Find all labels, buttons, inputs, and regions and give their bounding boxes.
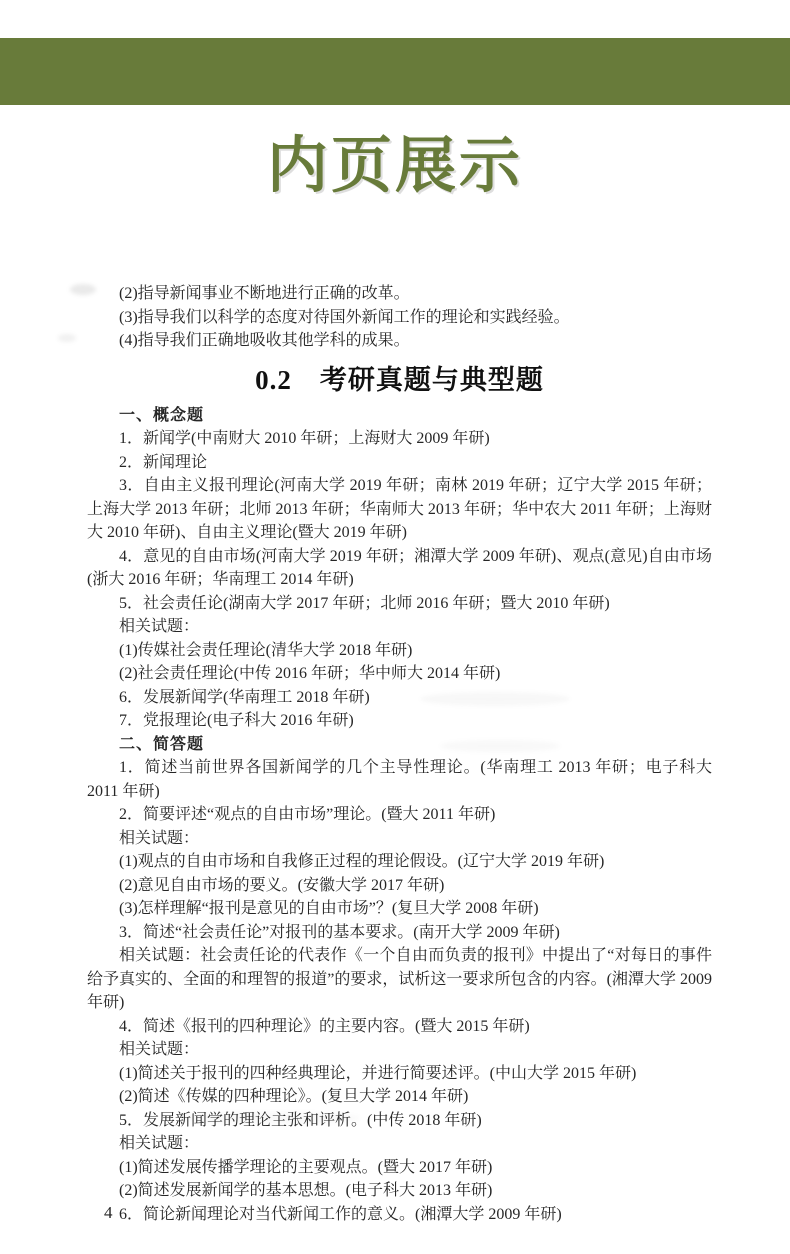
page-body-text bbox=[87, 282, 712, 1226]
paragraph-line: 6．简论新闻理论对当代新闻工作的意义。(湘潭大学 2009 年研) bbox=[119, 1205, 562, 1223]
section-heading: 0.2 考研真题与典型题 bbox=[255, 364, 544, 395]
paragraph-line: (2)指导新闻事业不断地进行正确的改革。 bbox=[119, 285, 410, 302]
paragraph-line: (2)简述《传媒的四种理论》。(复旦大学 2014 年研) bbox=[119, 1088, 469, 1105]
paragraph-line: (3)怎样理解“报刊是意见的自由市场”？(复旦大学 2008 年研) bbox=[119, 900, 539, 917]
paragraph-line: 6．发展新闻学(华南理工 2018 年研) bbox=[119, 688, 370, 706]
paragraph-line: (1)传媒社会责任理论(清华大学 2018 年研) bbox=[119, 641, 413, 659]
paragraph-line: 4．简述《报刊的四种理论》的主要内容。(暨大 2015 年研) bbox=[119, 1017, 530, 1035]
paragraph-line: (2)意见自由市场的要义。(安徽大学 2017 年研) bbox=[119, 876, 445, 894]
paragraph-line: 1．新闻学(中南财大 2010 年研；上海财大 2009 年研) bbox=[119, 430, 490, 447]
paragraph-line: (3)指导我们以科学的态度对待国外新闻工作的理论和实践经验。 bbox=[119, 308, 570, 326]
paragraph-line: 相关试题： bbox=[119, 829, 200, 847]
paragraph-line: (1)简述发展传播学理论的主要观点。(暨大 2017 年研) bbox=[119, 1158, 493, 1176]
page-number: 4 bbox=[104, 1203, 113, 1222]
paragraph-line: 相关试题： bbox=[119, 618, 200, 635]
paragraph-line: 2．新闻理论 bbox=[119, 453, 208, 471]
paragraph-line: (1)简述关于报刊的四种经典理论，并进行简要述评。(中山大学 2015 年研) bbox=[119, 1064, 637, 1082]
paragraph-line: (4)指导我们正确地吸收其他学科的成果。 bbox=[119, 332, 410, 349]
paragraph-line: 4．意见的自由市场(河南大学 2019 年研；湘潭大学 2009 年研)、观点(意见)自由市场(浙大 2016 年研；华南理工 2014 年研) bbox=[87, 547, 712, 588]
paragraph-line: 1．简述当前世界各国新闻学的几个主导性理论。(华南理工 2013 年研；电子科大 2011 年研) bbox=[87, 759, 712, 800]
header-banner bbox=[0, 38, 790, 105]
paragraph-line: 相关试题：社会责任论的代表作《一个自由而负责的报刊》中提出了“对每日的事件给予真实的、全面的和理智的报道”的要求，试析这一要求所包含的内容。(湘潭大学 2009 年研) bbox=[87, 947, 712, 1011]
paragraph-line: 2．简要评述“观点的自由市场”理论。(暨大 2011 年研) bbox=[119, 806, 496, 823]
paragraph-line: 相关试题： bbox=[119, 1041, 200, 1058]
scan-smudge bbox=[58, 334, 76, 342]
paragraph-line: (2)简述发展新闻学的基本思想。(电子科大 2013 年研) bbox=[119, 1182, 493, 1199]
paragraph-line: 5．社会责任论(湖南大学 2017 年研；北师 2016 年研；暨大 2010 年研) bbox=[119, 594, 610, 612]
paragraph-line: 5．发展新闻学的理论主张和评析。(中传 2018 年研) bbox=[119, 1111, 482, 1129]
paragraph-line: (1)观点的自由市场和自我修正过程的理论假设。(辽宁大学 2019 年研) bbox=[119, 853, 605, 870]
paragraph-line: 3．简述“社会责任论”对报刊的基本要求。(南开大学 2009 年研) bbox=[119, 923, 560, 941]
paragraph-line: 相关试题： bbox=[119, 1135, 200, 1152]
subsection-heading: 一、概念题 bbox=[119, 406, 205, 424]
paragraph-line: 3．自由主义报刊理论(河南大学 2019 年研；南林 2019 年研；辽宁大学 2015 年研；上海大学 2013 年研；北师 2013 年研；华南师大 2013 年研；华中农大 2011 年研；上海财大 2010 年研)、自由主义理论(暨大 2019 年研) bbox=[87, 477, 712, 541]
paragraph-line: (2)社会责任理论(中传 2016 年研；华中师大 2014 年研) bbox=[119, 665, 501, 682]
page-title: 内页展示 bbox=[266, 131, 523, 199]
paragraph-line: 7．党报理论(电子科大 2016 年研) bbox=[119, 712, 354, 729]
subsection-heading: 二、简答题 bbox=[119, 735, 205, 753]
